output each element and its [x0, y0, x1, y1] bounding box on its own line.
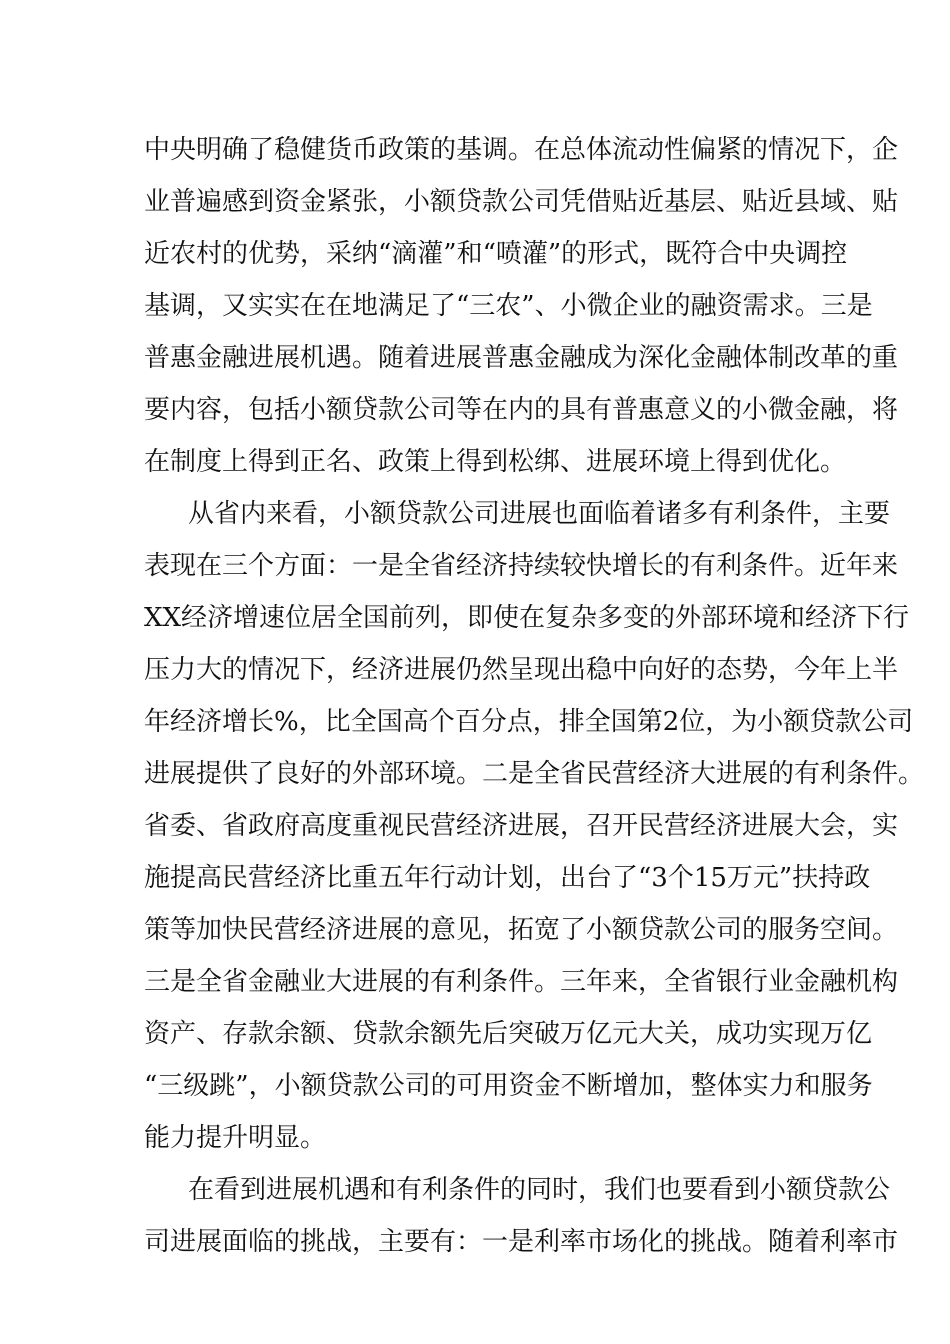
text-line: 从省内来看，小额贷款公司进展也面临着诸多有利条件，主要	[188, 499, 891, 529]
text-line: 策等加快民营经济进展的意见，拓宽了小额贷款公司的服务空间。	[144, 915, 899, 945]
text-line: 进展提供了良好的外部环境。二是全省民营经济大进展的有利条件。	[144, 759, 925, 789]
text-line: 三是全省金融业大进展的有利条件。三年来，全省银行业金融机构	[144, 967, 899, 997]
text-line: XX经济增速位居全国前列，即使在复杂多变的外部环境和经济下行	[144, 603, 910, 633]
text-line: 基调，又实实在在地满足了“三农”、小微企业的融资需求。三是	[144, 291, 873, 321]
text-line: 普惠金融进展机遇。随着进展普惠金融成为深化金融体制改革的重	[144, 343, 899, 373]
text-line: 压力大的情况下，经济进展仍然呈现出稳中向好的态势，今年上半	[144, 655, 899, 685]
text-line: 在制度上得到正名、政策上得到松绑、进展环境上得到优化。	[144, 447, 847, 477]
text-line: 表现在三个方面：一是全省经济持续较快增长的有利条件。近年来	[144, 551, 899, 581]
text-line: 省委、省政府高度重视民营经济进展，召开民营经济进展大会，实	[144, 811, 899, 841]
text-line: 业普遍感到资金紧张，小额贷款公司凭借贴近基层、贴近县域、贴	[144, 187, 899, 217]
text-line: 中央明确了稳健货币政策的基调。在总体流动性偏紧的情况下，企	[144, 135, 899, 165]
text-line: 施提高民营经济比重五年行动计划，出台了“3个15万元”扶持政	[144, 863, 871, 893]
text-line: “三级跳”，小额贷款公司的可用资金不断增加，整体实力和服务	[144, 1071, 873, 1101]
text-line: 年经济增长%，比全国高个百分点，排全国第2位，为小额贷款公司	[144, 707, 914, 737]
text-line: 在看到进展机遇和有利条件的同时，我们也要看到小额贷款公	[188, 1175, 891, 1205]
text-line: 资产、存款余额、贷款余额先后突破万亿元大关，成功实现万亿	[144, 1019, 873, 1049]
text-line: 司进展面临的挑战，主要有：一是利率市场化的挑战。随着利率市	[144, 1227, 899, 1257]
text-line: 能力提升明显。	[144, 1123, 327, 1153]
text-line: 要内容，包括小额贷款公司等在内的具有普惠意义的小微金融，将	[144, 395, 899, 425]
text-line: 近农村的优势，采纳“滴灌”和“喷灌”的形式，既符合中央调控	[144, 239, 848, 269]
